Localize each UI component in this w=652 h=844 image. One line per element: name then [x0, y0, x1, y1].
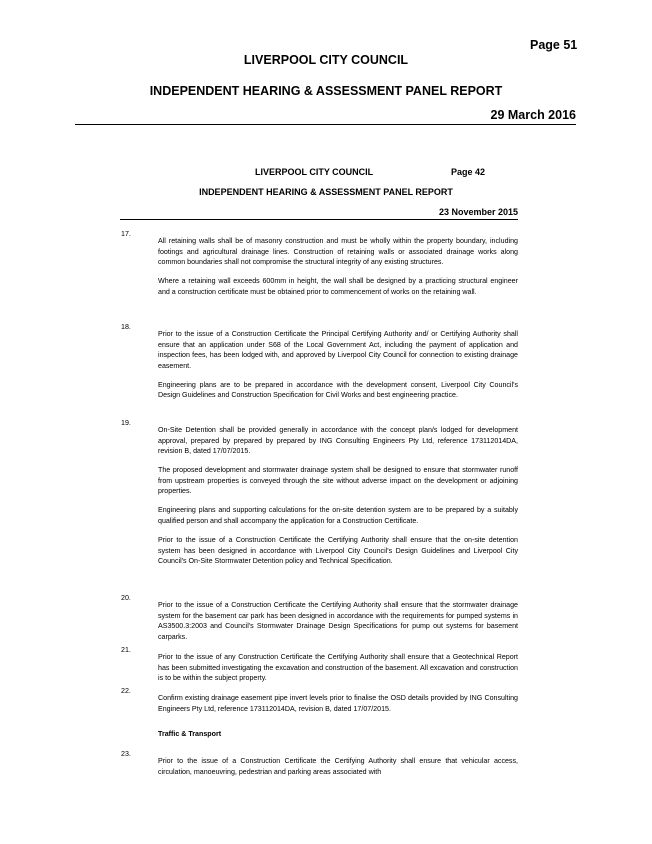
condition-number: 17.: [121, 230, 131, 238]
condition-number: 19.: [121, 419, 131, 427]
condition-item: [121, 418, 518, 567]
condition-item: [121, 645, 518, 684]
condition-paragraph: Confirm existing drainage easement pipe invert levels prior to finalise the OSD details provided by ING Consulting Engineers Pty Ltd, reference 173112014DA, revision B, dated 17/07/2015.: [158, 694, 518, 713]
inner-report-title: INDEPENDENT HEARING & ASSESSMENT PANEL REPORT: [199, 187, 453, 197]
condition-item: [121, 686, 518, 714]
outer-report-date: 29 March 2016: [490, 108, 576, 122]
outer-report-title: INDEPENDENT HEARING & ASSESSMENT PANEL REPORT: [149, 84, 503, 98]
condition-number: 18.: [121, 323, 131, 331]
outer-page-number: Page 51: [530, 38, 578, 52]
condition-item: [121, 322, 518, 401]
condition-item: [121, 593, 518, 642]
condition-number: 22.: [121, 687, 131, 695]
condition-paragraph: Where a retaining wall exceeds 600mm in height, the wall shall be designed by a practicing structural engineer and a construction certificate must be obtained prior to commencement of works on the retaining wall.: [158, 277, 518, 296]
condition-item: [121, 229, 518, 297]
inner-report-date: 23 November 2015: [438, 207, 518, 217]
section-subheading: Traffic & Transport: [158, 730, 222, 738]
condition-paragraph: Prior to the issue of a Construction Certificate the Principal Certifying Authority and/ or Certifying Authority shall ensure that an application under S68 of the Local Government Act, including the payment of application and inspection fees, has been lodged with, and approved by Liverpool City Council for connection to existing drainage easement.: [158, 330, 518, 370]
outer-council-title: LIVERPOOL CITY COUNCIL: [243, 53, 409, 67]
condition-paragraph: On-Site Detention shall be provided generally in accordance with the concept plan/s lodged for development approval, prepared by prepared by prepared by ING Consulting Engineers Pty Ltd, reference 173112014DA, revision B, dated 17/07/2015.: [158, 426, 518, 456]
condition-paragraph: Engineering plans and supporting calculations for the on-site detention system are to be prepared by a suitably qualified person and shall accompany the application for a Construction Certificate.: [158, 506, 518, 526]
condition-number: 23.: [121, 750, 131, 758]
condition-paragraph: Prior to the issue of any Construction Certificate the Certifying Authority shall ensure that a Geotechnical Report has been submitted investigating the excavation and construction of the basement. All excavation and construction is to be within the subject property.: [158, 653, 518, 683]
condition-paragraph: Prior to the issue of a Construction Certificate the Certifying Authority shall ensure that the stormwater drainage system for the basement car park has been designed in accordance with the requirements for pumped systems in AS3500.3:2003 and Council's Stormwater Drainage Design Specifications for pump out systems for basement carparks.: [158, 601, 518, 641]
condition-paragraph: All retaining walls shall be of masonry construction and must be wholly within the property boundary, including footings and agricultural drainage lines. Construction of retaining walls or associated drainage works along common boundaries shall not compromise the structural integrity of any existing structures.: [158, 237, 518, 267]
inner-council-title: LIVERPOOL CITY COUNCIL: [255, 167, 374, 177]
condition-paragraph: The proposed development and stormwater drainage system shall be designed to ensure that stormwater runoff from upstream properties is conveyed through the site without adverse impact on the development or adjoining properties.: [158, 466, 518, 496]
condition-paragraph: Prior to the issue of a Construction Certificate the Certifying Authority shall ensure that vehicular access, circulation, manoeuvring, pedestrian and parking areas associated with: [158, 757, 518, 776]
condition-item: [121, 749, 518, 777]
condition-paragraph: Engineering plans are to be prepared in accordance with the development consent, Liverpool City Council's Design Guidelines and Construction Specification for Civil Works and best engineering practice.: [158, 380, 518, 400]
condition-number: 20.: [121, 594, 131, 602]
inner-page-number: Page 42: [451, 167, 486, 177]
condition-paragraph: Prior to the issue of a Construction Certificate the Certifying Authority shall ensure that the on-site detention system has been designed in accordance with Liverpool City Council's Design Guidelines and Liverpool City Council's On-Site Stormwater Detention policy and Technical Specification.: [158, 536, 518, 566]
condition-number: 21.: [121, 646, 131, 654]
